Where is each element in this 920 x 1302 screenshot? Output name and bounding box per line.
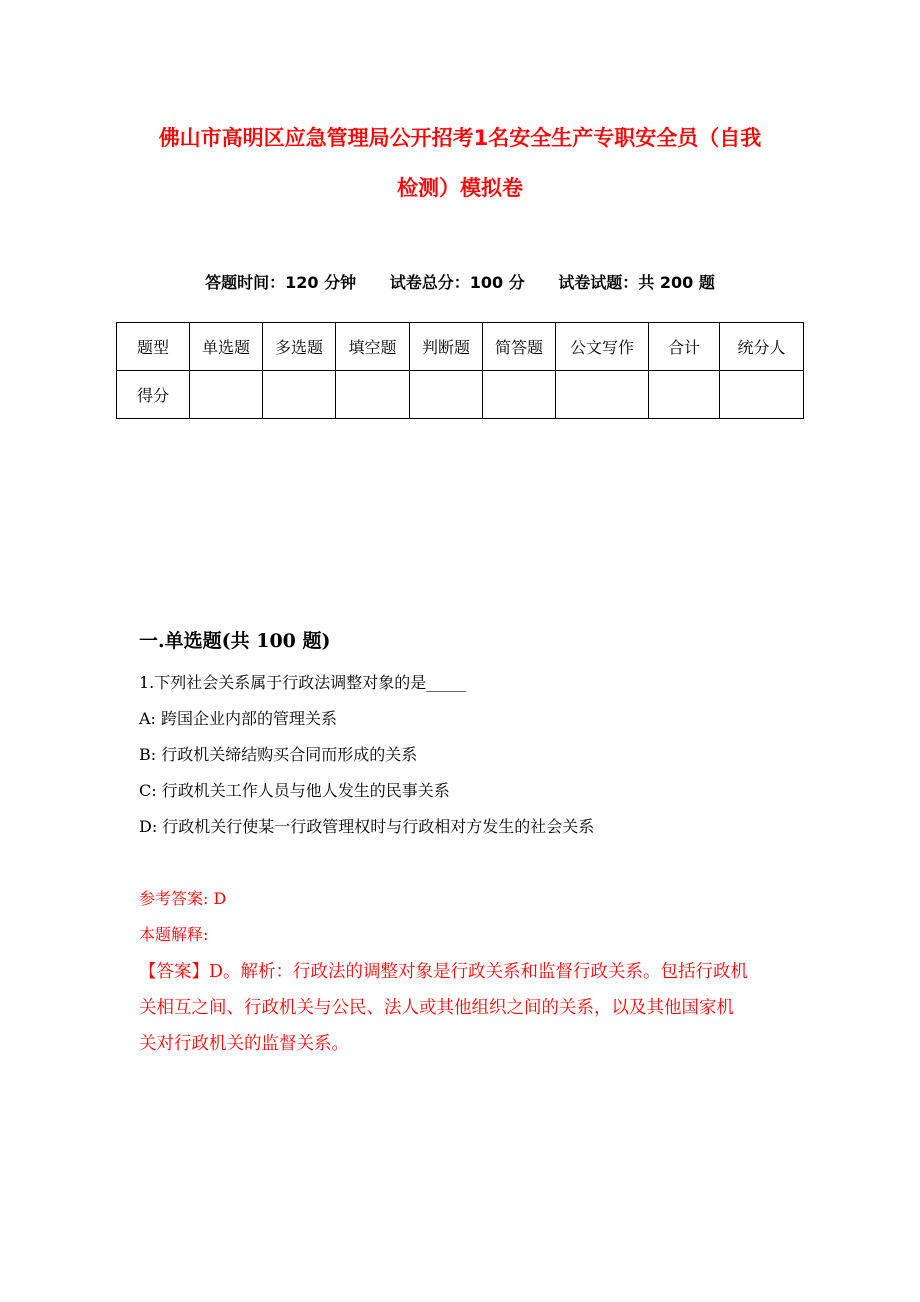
score-cell [483, 371, 556, 419]
score-cell [410, 371, 483, 419]
doc-title-line-2: 检测）模拟卷 [397, 176, 523, 200]
header-cell: 合计 [649, 323, 720, 371]
header-cell: 简答题 [483, 323, 556, 371]
explanation-label: 本题解释: [139, 925, 209, 944]
score-cell [336, 371, 410, 419]
score-table-header-row [117, 323, 804, 371]
row-label-cell: 得分 [117, 371, 190, 419]
doc-title-line-1: 佛山市高明区应急管理局公开招考1名安全生产专职安全员（自我 [158, 126, 762, 150]
score-cell [720, 371, 804, 419]
option-c: C: 行政机关工作人员与他人发生的民事关系 [139, 781, 450, 800]
explanation-line-3: 关对行政机关的监督关系。 [139, 1034, 349, 1054]
reference-answer: 参考答案: D [139, 889, 227, 908]
header-cell: 多选题 [263, 323, 336, 371]
header-cell: 单选题 [190, 323, 263, 371]
exam-total-score: 试卷总分：100 分 [389, 273, 525, 292]
header-cell: 题型 [117, 323, 190, 371]
option-b: B: 行政机关缔结购买合同而形成的关系 [139, 745, 418, 764]
explanation-line-2: 关相互之间、行政机关与公民、法人或其他组织之间的关系，以及其他国家机 [139, 998, 734, 1018]
score-cell [649, 371, 720, 419]
header-cell: 统分人 [720, 323, 804, 371]
score-table-score-row [117, 371, 804, 419]
score-cell [263, 371, 336, 419]
score-table [116, 322, 804, 419]
option-d: D: 行政机关行使某一行政管理权时与行政相对方发生的社会关系 [139, 817, 595, 836]
exam-meta [0, 270, 920, 293]
header-cell: 填空题 [336, 323, 410, 371]
exam-question-count: 试卷试题：共 200 题 [558, 273, 715, 292]
score-cell [556, 371, 649, 419]
score-cell [190, 371, 263, 419]
question-stem: 1.下列社会关系属于行政法调整对象的是_____ [139, 673, 467, 692]
header-cell: 判断题 [410, 323, 483, 371]
header-cell: 公文写作 [556, 323, 649, 371]
option-a: A: 跨国企业内部的管理关系 [139, 709, 338, 728]
section-heading: 一.单选题(共 100 题) [139, 630, 331, 652]
explanation-line-1: 【答案】D。解析：行政法的调整对象是行政关系和监督行政关系。包括行政机 [139, 962, 749, 982]
exam-time: 答题时间：120 分钟 [205, 273, 357, 292]
